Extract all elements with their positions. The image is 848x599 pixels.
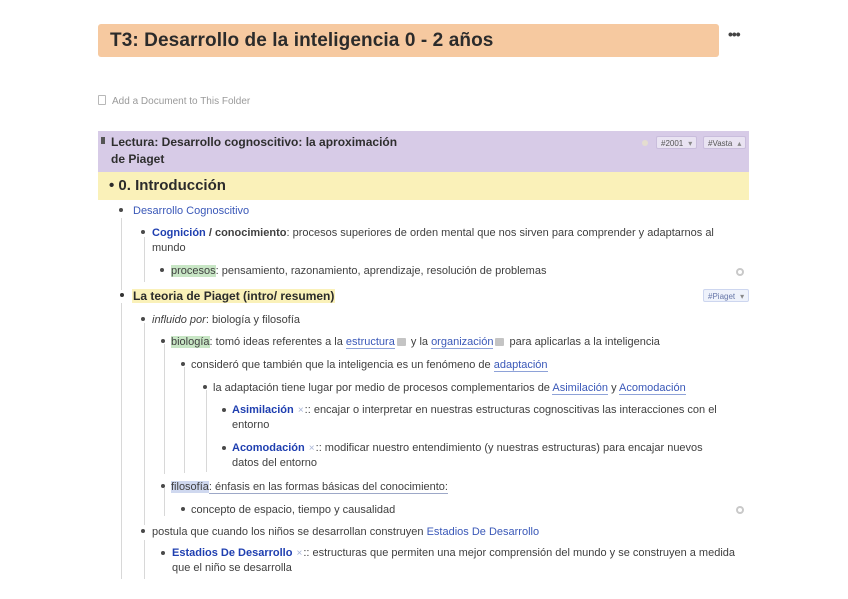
- embed-icon[interactable]: [495, 338, 504, 346]
- section-title: • 0. Introducción: [109, 177, 226, 194]
- bullet[interactable]: [222, 408, 226, 412]
- list-item: biología: tomó ideas referentes a la estructura y la organización para aplicarlas a la inteligencia: [171, 336, 660, 348]
- tag-2001[interactable]: #2001 ▾: [656, 136, 697, 149]
- bullet[interactable]: [141, 317, 145, 321]
- bullet[interactable]: [141, 529, 145, 533]
- indent-guide: [206, 390, 207, 472]
- page-title: T3: Desarrollo de la inteligencia 0 - 2 años: [110, 30, 494, 51]
- bullet[interactable]: [203, 385, 207, 389]
- list-item: Asimilación ×:: encajar o interpretar en nuestras estructuras cognoscitivas las interacciones con el entorno: [232, 404, 717, 431]
- heading-teoria-piaget[interactable]: La teoria de Piaget (intro/ resumen): [133, 289, 335, 303]
- term-filosofia[interactable]: filosofía: [171, 481, 209, 493]
- list-item: filosofía: énfasis en las formas básicas del conocimiento:: [171, 481, 448, 493]
- chevron-down-icon: ▾: [740, 292, 745, 301]
- gear-icon[interactable]: [736, 268, 744, 276]
- indent-guide: [121, 218, 122, 290]
- more-options-button[interactable]: •••: [728, 26, 740, 42]
- bullet[interactable]: [181, 507, 185, 511]
- indent-guide: [184, 367, 185, 473]
- term-acomodacion[interactable]: Acomodación: [232, 442, 305, 454]
- link-estructura[interactable]: estructura: [345, 336, 395, 348]
- list-item: influido por: biología y filosofía: [152, 314, 300, 326]
- indent-guide: [144, 323, 145, 525]
- gear-icon[interactable]: [736, 506, 744, 514]
- list-item: la adaptación tiene lugar por medio de procesos complementarios de Asimilación y Acomodación: [213, 382, 686, 394]
- bullet[interactable]: [120, 293, 124, 297]
- link-organizacion[interactable]: organización: [431, 336, 494, 348]
- term-conocimiento: conocimiento: [214, 227, 287, 239]
- indent-guide: [144, 237, 145, 282]
- add-document-link[interactable]: [98, 95, 250, 107]
- indent-guide: [144, 540, 145, 579]
- bullet[interactable]: [161, 339, 165, 343]
- bullet[interactable]: [181, 362, 185, 366]
- section-heading-introduccion[interactable]: [98, 172, 749, 200]
- bullet[interactable]: [161, 551, 165, 555]
- link-estadios-de-desarrollo[interactable]: Estadios De Desarrollo: [426, 526, 540, 538]
- status-dot: [642, 140, 648, 146]
- bullet[interactable]: [160, 268, 164, 272]
- indent-guide: [164, 344, 165, 474]
- add-document-label: Add a Document to This Folder: [112, 96, 251, 107]
- bullet[interactable]: [222, 446, 226, 450]
- list-item: Acomodación ×:: modificar nuestro entendimiento (y nuestras estructuras) para encajar nuevos datos del entorno: [232, 442, 703, 469]
- document-icon: [101, 137, 105, 144]
- close-icon[interactable]: ×: [296, 548, 303, 559]
- bullet[interactable]: [161, 484, 165, 488]
- document-icon: [98, 95, 106, 105]
- link-acomodacion[interactable]: Acomodación: [619, 382, 686, 394]
- term-influido: influido por: [152, 314, 206, 326]
- term-asimilacion[interactable]: Asimilación: [232, 404, 294, 416]
- document-row-lectura[interactable]: [98, 131, 749, 172]
- list-item: postula que cuando los niños se desarrollan construyen Estadios De Desarrollo: [152, 526, 540, 538]
- link-asimilacion[interactable]: Asimilación: [552, 382, 609, 394]
- embed-icon[interactable]: [397, 338, 406, 346]
- chevron-up-icon: ▴: [737, 139, 742, 148]
- list-item: Estadios De Desarrollo ×:: estructuras que permiten una mejor comprensión del mundo y se construyen a medida que el niño se desarrolla: [172, 547, 736, 574]
- term-procesos[interactable]: procesos: [171, 265, 216, 277]
- tag-piaget[interactable]: #Piaget ▾: [703, 289, 749, 302]
- indent-guide: [164, 488, 165, 516]
- term-biologia[interactable]: biología: [171, 336, 210, 348]
- term-estadios[interactable]: Estadios De Desarrollo: [172, 547, 293, 559]
- link-desarrollo-cognoscitivo[interactable]: Desarrollo Cognoscitivo: [133, 205, 250, 217]
- list-item: Cognición / conocimiento: procesos superiores de orden mental que nos sirven para comprender y adaptarnos al mundo: [152, 227, 714, 254]
- bullet[interactable]: [141, 230, 145, 234]
- link-adaptacion[interactable]: adaptación: [493, 359, 548, 371]
- bullet[interactable]: [119, 208, 123, 212]
- list-item: consideró que también que la inteligencia es un fenómeno de adaptación: [191, 359, 548, 371]
- indent-guide: [121, 303, 122, 579]
- term-cognicion[interactable]: Cognición: [152, 227, 206, 239]
- page-title-bar: [98, 24, 719, 57]
- list-item: concepto de espacio, tiempo y causalidad: [191, 504, 396, 516]
- close-icon[interactable]: ×: [297, 405, 304, 416]
- list-item: [133, 204, 249, 218]
- chevron-down-icon: ▾: [688, 139, 693, 148]
- tag-vasta[interactable]: #Vasta ▴: [703, 136, 746, 149]
- list-item: procesos: pensamiento, razonamiento, aprendizaje, resolución de problemas: [171, 265, 547, 277]
- document-title[interactable]: Lectura: Desarrollo cognoscitivo: la aproximación de Piaget: [111, 135, 398, 166]
- close-icon[interactable]: ×: [308, 443, 315, 454]
